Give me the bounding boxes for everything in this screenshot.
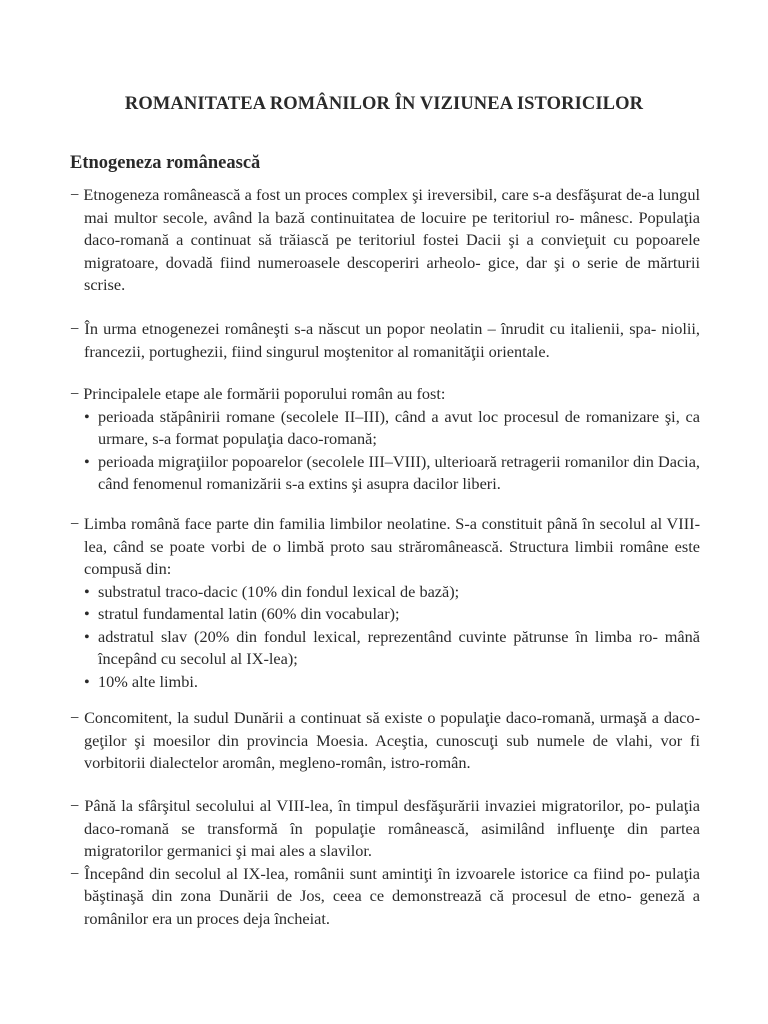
list-item: [70, 451, 700, 496]
bullet-icon: •: [84, 406, 90, 426]
bullet-icon: •: [84, 671, 90, 691]
list-item: [70, 626, 700, 671]
paragraph-secolul-viii: [70, 795, 700, 930]
paragraph-text: − Concomitent, la sudul Dunării a continuat să existe o populaţie daco-romană, urmaşă a daco-geţilor şi moesilor din provincia Moesia. Aceştia, cunoscuţi sub numele de vlahi, vor fi vorbitorii dialectelor aromân, megleno-român, istro-român.: [70, 708, 700, 772]
paragraph-limba-romana: [70, 513, 700, 693]
language-structure-list: [70, 581, 700, 694]
paragraph-popor-neolatin: [70, 318, 700, 363]
paragraph-text: − Începând din secolul al IX-lea, românii sunt amintiţi în izvoarele istorice ca fiind po- pulaţia băştinaşă din zona Dunării de Jos, ceea ce demonstrează că procesul de etno- geneză a românilor era un proces deja încheiat.: [70, 863, 700, 928]
paragraph-text: − Etnogeneza românească a fost un proces complex şi ireversibil, care s-a desfăşurat de-a lungul mai multor secole, având la bază continuitatea de locuire pe teritoriul ro- mânesc. Populaţia daco-romană a continuat să trăiască pe teritoriul fostei Dacii şi a convieţuit cu popoarele migratoare, dovadă fiind numeroasele descoperiri arheolo- gice, dar şi o serie de mărturii scrise.: [70, 185, 700, 294]
list-item-text: substratul traco-dacic (10% din fondul lexical de bază);: [98, 581, 460, 601]
list-item-text: perioada migraţiilor popoarelor (secolele III–VIII), ulterioară retragerii romanilor din Dacia, când fenomenul romanizării s-a extins şi asupra dacilor liberi.: [98, 451, 700, 493]
list-item: [70, 603, 700, 626]
list-item: [70, 581, 700, 604]
list-item-text: perioada stăpânirii romane (secolele II–III), când a avut loc procesul de romanizare şi, ca urmare, s-a format populaţia daco-romană;: [98, 406, 700, 448]
list-item: [70, 671, 700, 694]
list-item-text: stratul fundamental latin (60% din vocabular);: [98, 604, 400, 623]
bullet-icon: •: [84, 581, 90, 601]
list-item: [70, 406, 700, 451]
bullet-icon: •: [84, 626, 90, 646]
paragraph-etnogeneza: [70, 184, 700, 297]
bullet-icon: •: [84, 604, 90, 623]
paragraph-text: − În urma etnogenezei româneşti s-a născut un popor neolatin – înrudit cu italienii, spa- niolii, francezii, portughezii, fiind singurul moştenitor al romanităţii orientale.: [70, 319, 700, 361]
section-heading: Etnogeneza românească: [70, 153, 261, 173]
paragraph-etape: [70, 383, 700, 496]
paragraph-vlahi: [70, 707, 700, 775]
document-title: ROMANITATEA ROMÂNILOR ÎN VIZIUNEA ISTORICILOR: [124, 94, 644, 114]
stages-list: [70, 406, 700, 496]
paragraph-text: − Limba română face parte din familia limbilor neolatine. S-a constituit până în secolul al VIII-lea, când se poate vorbi de o limbă proto sau străromânească. Structura limbii române este compusă din:: [70, 514, 700, 578]
bullet-icon: •: [84, 451, 90, 471]
list-item-text: adstratul slav (20% din fondul lexical, reprezentând cuvinte pătrunse în limba ro- mână începând cu secolul al IX-lea);: [98, 626, 700, 668]
paragraph-text: − Principalele etape ale formării poporului român au fost:: [70, 384, 446, 403]
paragraph-text: − Până la sfârşitul secolului al VIII-lea, în timpul desfăşurării invaziei migratorilor, po- pulaţia daco-romană se transformă în populaţie românească, asimilând influenţe din partea migratorilor germanici şi mai ales a slavilor.: [70, 796, 700, 860]
list-item-text: 10% alte limbi.: [98, 671, 198, 691]
